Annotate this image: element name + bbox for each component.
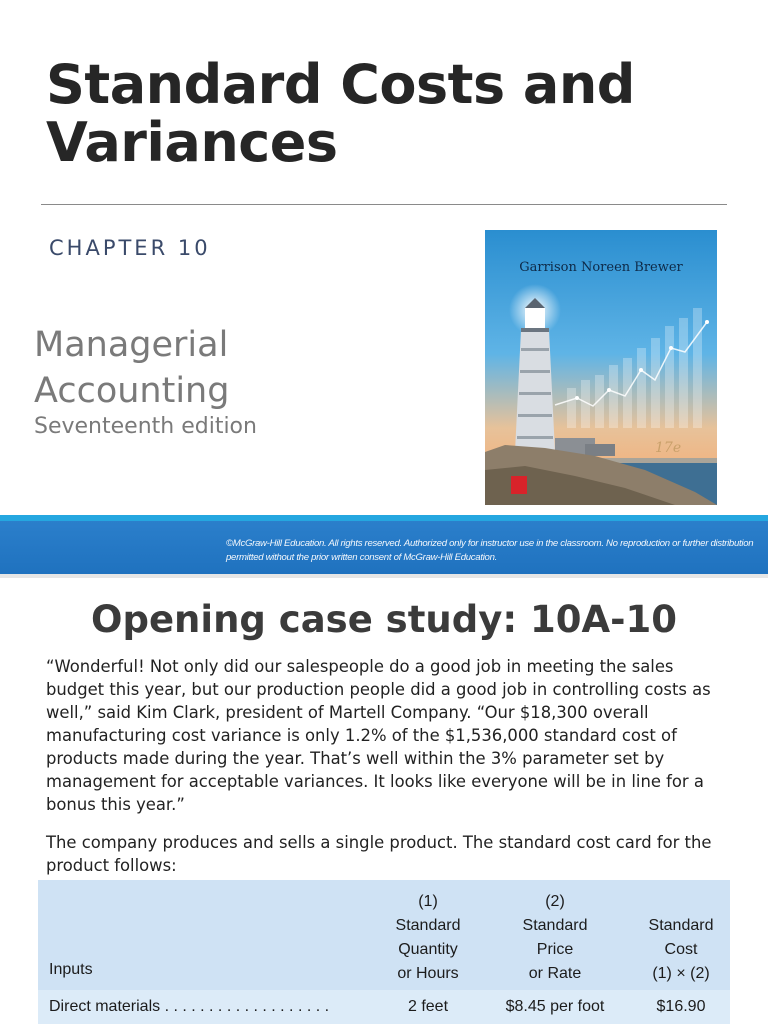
column-number: (1): [418, 893, 438, 910]
book-title: Managerial Accounting: [34, 325, 230, 411]
case-study-heading: Opening case study: 10A-10: [91, 598, 677, 641]
standard-cost-card-table: [38, 880, 730, 1024]
cover-edition-mark: 17e: [655, 440, 682, 456]
column-header-line: Cost: [664, 941, 698, 958]
row-label-direct-materials: Direct materials . . . . . . . . . . . . . . . . . . .: [49, 998, 330, 1015]
column-header-line: or Rate: [528, 965, 582, 982]
column-header-line: Price: [536, 941, 574, 958]
column-header-line: (1) × (2): [652, 965, 710, 982]
row-quantity: 2 feet: [407, 998, 449, 1015]
row-cost: $16.90: [656, 998, 706, 1015]
column-header-cost: [628, 914, 734, 986]
row-price: $8.45 per foot: [505, 998, 605, 1015]
column-header-quantity: [376, 890, 480, 986]
column-header-price: [498, 890, 612, 986]
column-header-line: Standard: [395, 917, 461, 934]
column-header-line: Standard: [522, 917, 588, 934]
title-divider: [41, 204, 727, 205]
case-study-quote: “Wonderful! Not only did our salespeople do a good job in meeting the sales budget this year, but our production people did a good job in controlling costs as well,” said Kim Clark, president of Martell Company. “Our $18,300 overall manufacturing cost variance is only 1.2% of the $1,536,000 standard cost of products made during the year. That’s well within the 3% parameter set by management for acceptable variances. It looks like everyone will be in line for a bonus this year.”: [46, 657, 711, 814]
case-study-intro: The company produces and sells a single product. The standard cost card for the product follows:: [46, 833, 712, 875]
column-header-line: or Hours: [397, 965, 459, 982]
book-cover-image: [485, 230, 717, 505]
slide-title: Standard Costs and Variances: [46, 53, 635, 174]
copyright-notice: ©McGraw-Hill Education. All rights reserved. Authorized only for instructor use in the classroom. No reproduction or further distribution permitted without the prior written consent of McGraw-Hill Education.: [226, 538, 754, 563]
column-number: (2): [545, 893, 565, 910]
column-header-inputs: Inputs: [49, 961, 93, 978]
book-edition: Seventeenth edition: [34, 414, 257, 439]
column-header-line: Quantity: [398, 941, 458, 958]
mcgraw-hill-logo-icon: [511, 476, 527, 494]
footer-bar: [0, 521, 768, 574]
chapter-label: CHAPTER 10: [49, 236, 211, 260]
case-study-slide: [0, 578, 768, 1024]
cover-authors: Garrison Noreen Brewer: [519, 260, 683, 275]
column-header-line: Standard: [648, 917, 714, 934]
